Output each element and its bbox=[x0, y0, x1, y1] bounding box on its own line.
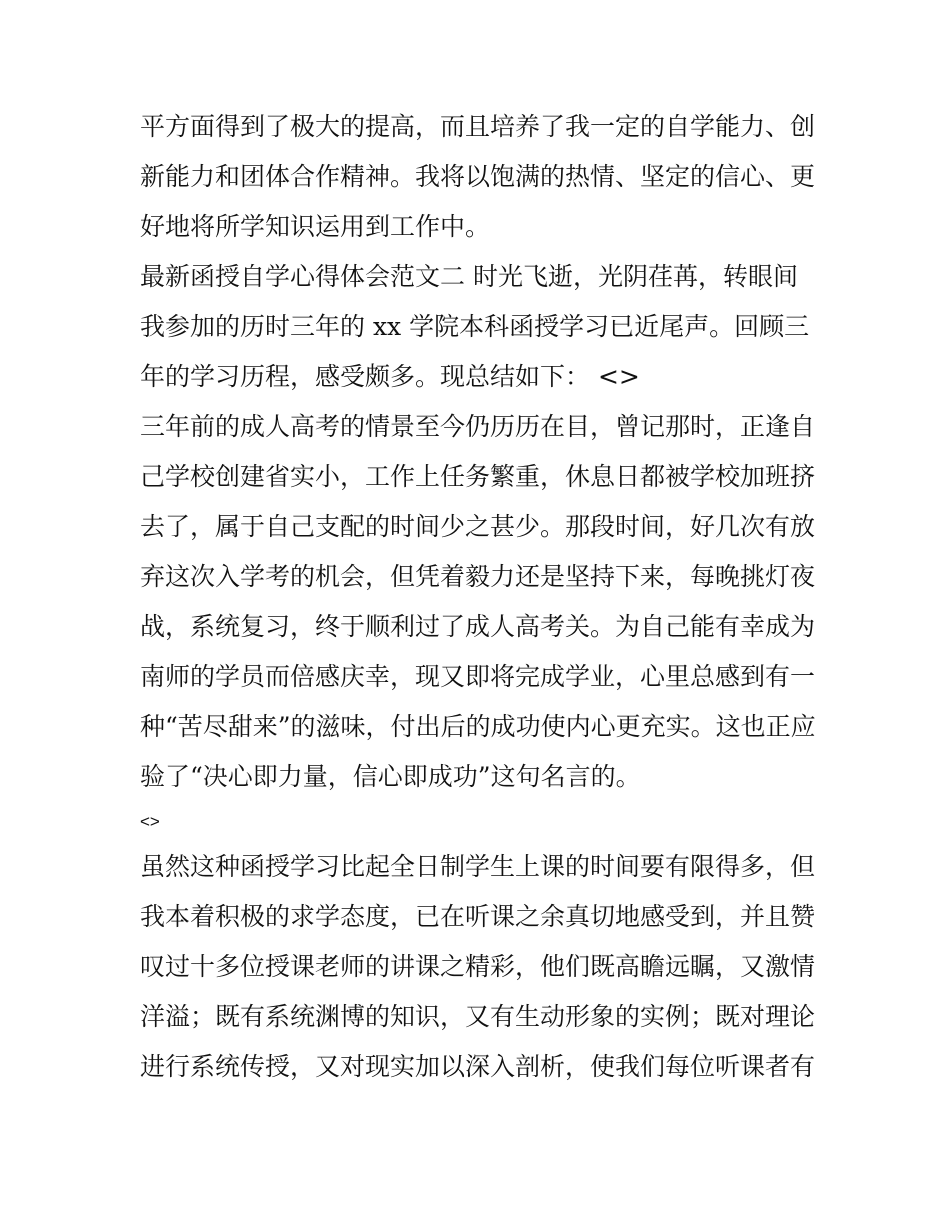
paragraph-4 bbox=[140, 842, 820, 1092]
text-line: 验了“决心即力量，信心即成功”这句名言的。 bbox=[140, 762, 641, 791]
text-line: 我参加的历时三年的 xx 学院本科函授学习已近尾声。回顾三 bbox=[140, 312, 810, 341]
text-line: 洋溢；既有系统渊博的知识，又有生动形象的实例；既对理论 bbox=[140, 1002, 816, 1031]
text-line: 好地将所学知识运用到工作中。 bbox=[140, 212, 491, 241]
text-line: 虽然这种函授学习比起全日制学生上课的时间要有限得多，但 bbox=[140, 852, 816, 881]
text-line: 最新函授自学心得体会范文二 时光飞逝，光阴荏苒，转眼间 bbox=[140, 262, 798, 291]
text-line: 种“苦尽甜来”的滋味，付出后的成功使内心更充实。这也正应 bbox=[140, 712, 816, 741]
text-line: 去了，属于自己支配的时间少之甚少。那段时间，好几次有放 bbox=[140, 512, 816, 541]
text-line: 新能力和团体合作精神。我将以饱满的热情、坚定的信心、更 bbox=[140, 162, 816, 191]
text-line: 己学校创建省实小，工作上任务繁重，休息日都被学校加班挤 bbox=[140, 462, 816, 491]
paragraph-2 bbox=[140, 252, 820, 402]
document-body bbox=[140, 102, 820, 1092]
text-line: 平方面得到了极大的提高，而且培养了我一定的自学能力、创 bbox=[140, 112, 816, 141]
paragraph-1 bbox=[140, 102, 820, 252]
text-line: 进行系统传授，又对现实加以深入剖析，使我们每位听课者有 bbox=[140, 1052, 816, 1081]
text-line: 我本着积极的求学态度，已在听课之余真切地感受到，并且赞 bbox=[140, 902, 816, 931]
text-line: 战，系统复习，终于顺利过了成人高考关。为自己能有幸成为 bbox=[140, 612, 816, 641]
separator-marker: <> bbox=[140, 812, 160, 831]
text-line: 南师的学员而倍感庆幸，现又即将完成学业，心里总感到有一 bbox=[140, 662, 816, 691]
text-line: 三年前的成人高考的情景至今仍历历在目，曾记那时，正逢自 bbox=[140, 412, 816, 441]
paragraph-3 bbox=[140, 402, 820, 802]
text-line: 年的学习历程，感受颇多。现总结如下： <> bbox=[140, 362, 640, 391]
text-line: 弃这次入学考的机会，但凭着毅力还是坚持下来，每晚挑灯夜 bbox=[140, 562, 816, 591]
text-line: 叹过十多位授课老师的讲课之精彩，他们既高瞻远瞩，又激情 bbox=[140, 952, 816, 981]
